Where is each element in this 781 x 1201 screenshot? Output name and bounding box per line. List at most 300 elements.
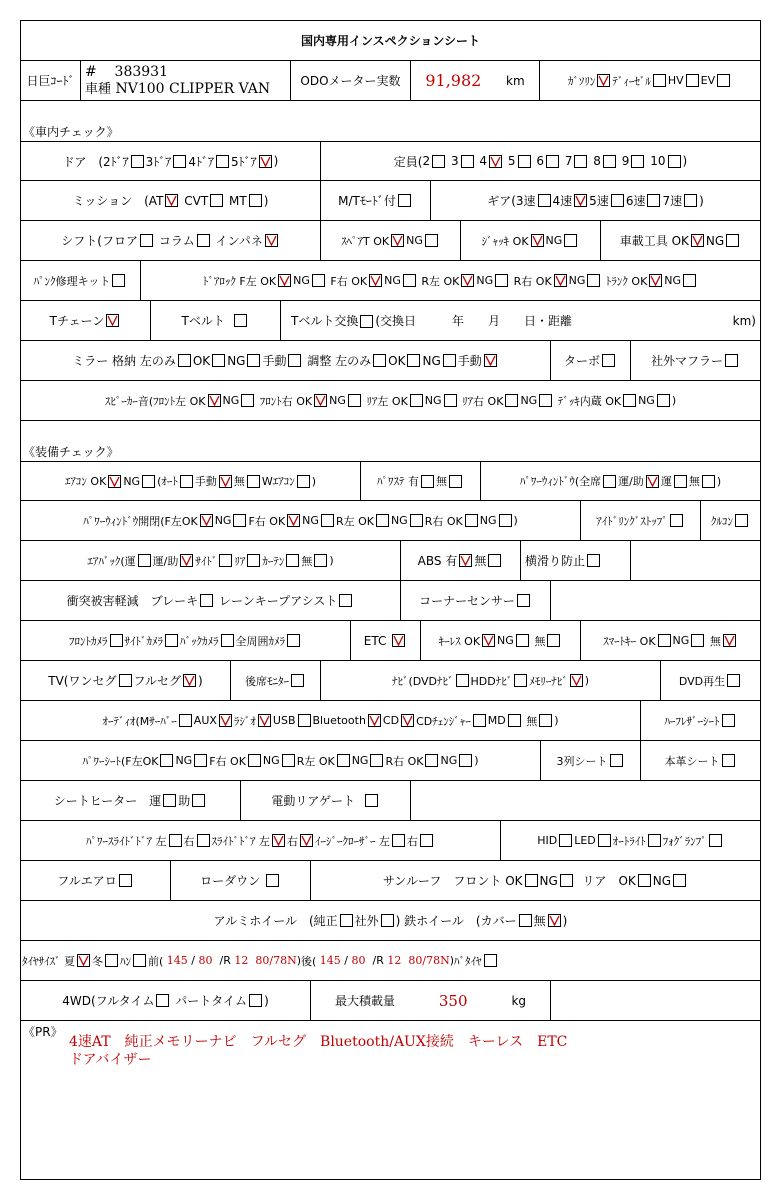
ec-left-label: ｲｰｼﾞｰｸﾛｰｻﾞｰ 左	[315, 834, 390, 848]
tire-rear-slash: /	[344, 954, 349, 967]
pseat-fr-ng-label: NG	[262, 754, 280, 767]
pw-none-checkbox[interactable]	[702, 475, 715, 488]
half-leather-label: ﾊｰﾌﾚｻﾞｰｼｰﾄ	[664, 714, 720, 728]
tire-rear-ratio: 80	[351, 954, 366, 967]
pseat-rl-ok-checkbox[interactable]	[337, 754, 350, 767]
doorlock-fr-ng-checkbox[interactable]	[403, 274, 416, 287]
row3-checkbox[interactable]	[610, 754, 623, 767]
interior-section-row	[21, 101, 760, 141]
header-row	[21, 61, 760, 101]
corner-checkbox[interactable]	[517, 594, 530, 607]
mission-at-checkbox[interactable]	[165, 194, 178, 207]
pw-open-cell	[21, 501, 581, 540]
audio-md-checkbox[interactable]	[508, 714, 521, 727]
mission-cvt-checkbox[interactable]	[210, 194, 223, 207]
mirror-fold-ok-checkbox[interactable]	[212, 354, 225, 367]
max-load-unit: kg	[511, 993, 527, 1008]
back-cam-checkbox[interactable]	[221, 634, 234, 647]
speaker-rr-ng-checkbox[interactable]	[539, 394, 552, 407]
seats-4-label: 4	[479, 154, 488, 168]
drive-full-checkbox[interactable]	[156, 994, 169, 1007]
collision-row	[21, 581, 760, 621]
tbelt-change-checkbox[interactable]	[360, 315, 373, 328]
lowdown-checkbox[interactable]	[266, 874, 279, 887]
spare-ok-checkbox[interactable]	[391, 234, 404, 247]
mirror-adjust-ok-checkbox[interactable]	[407, 354, 420, 367]
pw-all-checkbox[interactable]	[603, 475, 616, 488]
tire-winter-checkbox[interactable]	[105, 954, 118, 967]
pw-none-label: 無	[688, 475, 700, 488]
mt-mode-checkbox[interactable]	[398, 194, 411, 207]
keyless-ok-checkbox[interactable]	[482, 634, 495, 647]
pw-open-fl-label: ﾊﾟﾜｰｳｨﾝﾄﾞｳ開閉(F左OK	[83, 514, 198, 528]
mirror-adjust-ok-label: OK	[388, 353, 406, 368]
gear-close: )	[699, 193, 704, 208]
idling-cell	[581, 501, 701, 540]
aircon-auto-label: (ｵｰﾄ	[157, 475, 178, 488]
steel-none-checkbox[interactable]	[548, 914, 561, 927]
seats-6-checkbox[interactable]	[546, 155, 559, 168]
aircon-w-checkbox[interactable]	[297, 475, 310, 488]
mirror-fold-manual-checkbox[interactable]	[288, 354, 301, 367]
mirror-fold-left-checkbox[interactable]	[178, 354, 191, 367]
turbo-label: ターボ	[563, 354, 600, 368]
gear-cell	[431, 181, 760, 220]
seats-cell	[321, 142, 760, 180]
rear-monitor-label: 後席ﾓﾆﾀｰ	[245, 674, 289, 688]
dvd-cell	[661, 661, 760, 700]
tire-front-slash: /	[191, 954, 196, 967]
autolight-checkbox[interactable]	[648, 834, 661, 847]
front-cam-checkbox[interactable]	[110, 634, 123, 647]
fuel-diesel-checkbox[interactable]	[653, 74, 666, 87]
ec-left-checkbox[interactable]	[392, 834, 405, 847]
doorlock-fl-ng-checkbox[interactable]	[312, 274, 325, 287]
tire-front-close: )	[296, 954, 301, 967]
seats-10-checkbox[interactable]	[668, 155, 681, 168]
pseat-rr-ng-label: NG	[440, 754, 458, 767]
rear-gate-checkbox[interactable]	[365, 794, 378, 807]
airbag-rear-checkbox[interactable]	[247, 554, 260, 567]
sunroof-front-ok-checkbox[interactable]	[525, 874, 538, 887]
audio-usb-label: USB	[272, 714, 296, 727]
sunroof-front-ng-checkbox[interactable]	[560, 874, 573, 887]
tv-fullseg-checkbox[interactable]	[183, 674, 196, 687]
mirror-fold-ng-label: NG	[227, 353, 246, 368]
pw-open-rr-label: R右 OK	[424, 514, 463, 528]
fog-checkbox[interactable]	[709, 834, 722, 847]
audio-cd-checkbox[interactable]	[401, 714, 414, 727]
tbelt-change-cell	[281, 301, 760, 340]
speaker-fr-ok-checkbox[interactable]	[314, 394, 327, 407]
seats-2-checkbox[interactable]	[432, 155, 445, 168]
speaker-deck-ok-checkbox[interactable]	[623, 394, 636, 407]
speaker-fl-ng-checkbox[interactable]	[241, 394, 254, 407]
pw-open-rr-ok-checkbox[interactable]	[465, 514, 478, 527]
seats-4-checkbox[interactable]	[489, 155, 502, 168]
sunroof-rear-ok-checkbox[interactable]	[638, 874, 651, 887]
collision-checkbox[interactable]	[200, 594, 213, 607]
door-row	[21, 141, 760, 181]
tools-ng-label: NG	[705, 233, 725, 248]
tv-fullseg-label: フルセグ	[133, 674, 182, 688]
pw-open-fr-ok-checkbox[interactable]	[287, 514, 300, 527]
etc-label: ETC	[363, 633, 387, 648]
drive-full-label: 4WD(フルタイム	[62, 994, 155, 1008]
muffler-cell	[631, 341, 760, 380]
navi-hdd-label: HDDﾅﾋﾞ	[470, 674, 513, 688]
steel-close: )	[562, 913, 568, 928]
audio-row	[21, 701, 760, 741]
pw-d-checkbox[interactable]	[674, 475, 687, 488]
gear-4-label: 4速	[552, 194, 573, 208]
shift-floor-checkbox[interactable]	[140, 234, 153, 247]
ps-none-label: 無	[436, 475, 447, 488]
gear-6-checkbox[interactable]	[647, 194, 660, 207]
doorlock-fr-ok-checkbox[interactable]	[369, 274, 382, 287]
heater-p-checkbox[interactable]	[192, 794, 205, 807]
idling-checkbox[interactable]	[670, 514, 683, 527]
doorlock-trunk-label: ﾄﾗﾝｸ OK	[605, 274, 648, 288]
fuel-ev-checkbox[interactable]	[717, 74, 730, 87]
aircon-none-checkbox[interactable]	[247, 475, 260, 488]
shift-inpane-label: インパネ	[215, 234, 263, 248]
audio-md-label: MD	[487, 714, 506, 727]
etc-checkbox[interactable]	[392, 634, 405, 647]
audio-cdch-checkbox[interactable]	[473, 714, 486, 727]
tchain-checkbox[interactable]	[106, 314, 119, 327]
gear-6-label: 6速	[625, 194, 646, 208]
speaker-deck-ng-label: NG	[638, 394, 655, 407]
doorlock-rl-label: R左 OK	[421, 274, 460, 288]
smartkey-none-checkbox[interactable]	[723, 634, 736, 647]
puncture-kit-checkbox[interactable]	[112, 274, 125, 287]
speaker-fl-ng-label: NG	[222, 394, 240, 407]
audio-none-checkbox[interactable]	[539, 714, 552, 727]
airbag-dp-checkbox[interactable]	[180, 554, 193, 567]
side-cam-label: ｻｲﾄﾞｶﾒﾗ	[124, 634, 163, 648]
slide-label: 横滑り防止	[525, 554, 586, 568]
aircon-auto-checkbox[interactable]	[180, 475, 193, 488]
camera-row	[21, 621, 760, 661]
speaker-deck-ng-checkbox[interactable]	[657, 394, 670, 407]
seats-3-checkbox[interactable]	[461, 155, 474, 168]
doorlock-trunk-ok-checkbox[interactable]	[649, 274, 662, 287]
pw-open-fr-ng-checkbox[interactable]	[321, 514, 334, 527]
gear-5-label: 5速	[589, 194, 609, 208]
abs-yes-checkbox[interactable]	[459, 554, 472, 567]
equipment-section-label: 《装備チェック》	[23, 445, 119, 459]
turbo-checkbox[interactable]	[602, 354, 615, 367]
mt-mode-cell	[321, 181, 431, 220]
mission-mt-label: MT	[229, 193, 247, 208]
pseat-rr-ng-checkbox[interactable]	[459, 754, 472, 767]
doorlock-fl-ok-checkbox[interactable]	[278, 274, 291, 287]
psd-right-checkbox[interactable]	[197, 834, 210, 847]
pseat-fl-ok-checkbox[interactable]	[160, 754, 173, 767]
led-checkbox[interactable]	[598, 834, 611, 847]
audio-bt-checkbox[interactable]	[368, 714, 381, 727]
mirror-adjust-manual-checkbox[interactable]	[484, 354, 497, 367]
rear-monitor-checkbox[interactable]	[291, 674, 304, 687]
airbag-d-checkbox[interactable]	[138, 554, 151, 567]
aircon-none-label: 無	[233, 475, 245, 488]
door-2-checkbox[interactable]	[131, 155, 144, 168]
muffler-checkbox[interactable]	[725, 354, 738, 367]
seats-5-checkbox[interactable]	[518, 155, 531, 168]
sd-left-checkbox[interactable]	[272, 834, 285, 847]
doorlock-rr-ng-checkbox[interactable]	[587, 274, 600, 287]
shift-inpane-checkbox[interactable]	[265, 234, 278, 247]
tools-ok-checkbox[interactable]	[691, 234, 704, 247]
psd-left-label: ﾊﾟﾜｰｽﾗｲﾄﾞﾄﾞｱ 左	[86, 834, 167, 848]
airbag-curtain-label: ｶｰﾃﾝ	[262, 554, 285, 568]
navi-dvd-checkbox[interactable]	[456, 674, 469, 687]
pw-close: )	[716, 474, 722, 488]
drive-part-checkbox[interactable]	[249, 994, 262, 1007]
odo-value: 91,982	[425, 71, 482, 90]
interior-section-label: 《車内チェック》	[23, 125, 119, 139]
gear-5-checkbox[interactable]	[611, 194, 624, 207]
pseat-fl-ng-checkbox[interactable]	[194, 754, 207, 767]
navi-close: )	[584, 674, 590, 687]
navi-hdd-checkbox[interactable]	[514, 674, 527, 687]
mirror-adjust-manual-label: 手動	[457, 354, 482, 368]
speaker-close: )	[671, 394, 677, 407]
side-cam-checkbox[interactable]	[165, 634, 178, 647]
mirror-adjust-ng-checkbox[interactable]	[443, 354, 456, 367]
aircon-ok-checkbox[interactable]	[108, 475, 121, 488]
mission-row	[21, 181, 760, 221]
jack-ng-checkbox[interactable]	[564, 234, 577, 247]
mirror-adjust-left-checkbox[interactable]	[373, 354, 386, 367]
tv-cell	[21, 661, 231, 700]
doorlock-trunk-ng-label: NG	[664, 274, 682, 287]
abs-none-label: 無	[474, 554, 487, 568]
audio-usb-checkbox[interactable]	[298, 714, 311, 727]
gear-4-checkbox[interactable]	[574, 194, 587, 207]
alumi-genuine-label: アルミホイール (純正	[213, 914, 338, 928]
pw-open-rr-ng-checkbox[interactable]	[499, 514, 512, 527]
smartkey-ok-checkbox[interactable]	[658, 634, 671, 647]
pw-dp-checkbox[interactable]	[646, 475, 659, 488]
speaker-rl-ok-checkbox[interactable]	[410, 394, 423, 407]
audio-aux-checkbox[interactable]	[219, 714, 232, 727]
pw-open-rl-label: R左 OK	[335, 514, 374, 528]
tools-ok-label: 車載工具 OK	[619, 234, 689, 248]
doorlock-trunk-ng-checkbox[interactable]	[683, 274, 696, 287]
seats-close: )	[682, 154, 688, 168]
seats-7-checkbox[interactable]	[574, 155, 587, 168]
pw-open-rl-ok-checkbox[interactable]	[376, 514, 389, 527]
spare-cell	[321, 221, 461, 260]
sheet-title: 国内専用インスペクションシート	[300, 34, 481, 48]
mission-mt-checkbox[interactable]	[249, 194, 262, 207]
smartkey-ng-checkbox[interactable]	[691, 634, 704, 647]
camera-cell	[21, 621, 351, 660]
autolight-label: ｵｰﾄﾗｲﾄ	[612, 834, 646, 848]
dvd-checkbox[interactable]	[727, 674, 740, 687]
tv-close: )	[198, 673, 203, 688]
keyless-ng-checkbox[interactable]	[516, 634, 529, 647]
pw-open-fl-ng-label: NG	[214, 514, 232, 527]
speaker-row	[21, 381, 760, 421]
mirror-fold-ng-checkbox[interactable]	[247, 354, 260, 367]
abs-none-checkbox[interactable]	[488, 554, 501, 567]
doorlock-rl-ng-checkbox[interactable]	[495, 274, 508, 287]
title-row	[21, 21, 760, 61]
smartkey-ok-label: ｽﾏｰﾄｷｰ OK	[603, 634, 656, 648]
pw-open-fr-label: F右 OK	[248, 514, 286, 528]
door-4-checkbox[interactable]	[216, 155, 229, 168]
pseat-close: )	[474, 754, 479, 767]
drive-row	[21, 981, 760, 1021]
seats-9-label: 9	[621, 154, 630, 168]
ec-right-checkbox[interactable]	[420, 834, 433, 847]
pw-d-label: 運	[660, 475, 672, 488]
seats-2-label: 2	[422, 154, 431, 168]
tire-rear-load: 80/78N	[408, 954, 450, 967]
pw-open-rl-ng-checkbox[interactable]	[410, 514, 423, 527]
lowdown-cell	[171, 861, 311, 900]
ps-yes-checkbox[interactable]	[421, 475, 434, 488]
seats-8-checkbox[interactable]	[603, 155, 616, 168]
gear-3-checkbox[interactable]	[538, 194, 551, 207]
pseat-rr-ok-checkbox[interactable]	[425, 754, 438, 767]
tools-ng-checkbox[interactable]	[726, 234, 739, 247]
steel-cover-checkbox[interactable]	[519, 914, 532, 927]
half-leather-checkbox[interactable]	[722, 714, 735, 727]
shift-column-checkbox[interactable]	[197, 234, 210, 247]
aircon-ng-checkbox[interactable]	[142, 475, 155, 488]
speaker-rr-ok-checkbox[interactable]	[505, 394, 518, 407]
fuel-diesel-label: ﾃﾞｨｰｾﾞﾙ	[612, 74, 651, 88]
doorlock-rl-ok-checkbox[interactable]	[461, 274, 474, 287]
sunroof-rear-ng-checkbox[interactable]	[673, 874, 686, 887]
audio-radio-checkbox[interactable]	[258, 714, 271, 727]
pw-open-fl-ok-checkbox[interactable]	[200, 514, 213, 527]
pseat-fr-ok-checkbox[interactable]	[248, 754, 261, 767]
speaker-rr-label: ﾘｱ右 OK	[462, 394, 504, 408]
half-leather-cell	[641, 701, 760, 740]
smartkey-ng-label: NG	[672, 634, 690, 647]
aero-label: フルエアロ	[57, 874, 117, 888]
audio-bt-label: Bluetooth	[312, 714, 366, 727]
door-3-checkbox[interactable]	[173, 155, 186, 168]
tire-rear-rim: 12	[387, 954, 402, 967]
aircon-manual-checkbox[interactable]	[219, 475, 232, 488]
ps-none-checkbox[interactable]	[449, 475, 462, 488]
aero-checkbox[interactable]	[119, 874, 132, 887]
speaker-rl-ng-checkbox[interactable]	[444, 394, 457, 407]
airbag-none-checkbox[interactable]	[314, 554, 327, 567]
mirror-fold-ok-label: OK	[192, 353, 211, 368]
around-cam-checkbox[interactable]	[287, 634, 300, 647]
psd-left-checkbox[interactable]	[169, 834, 182, 847]
sd-right-checkbox[interactable]	[300, 834, 313, 847]
tv-oneseg-checkbox[interactable]	[119, 674, 132, 687]
wheel-row	[21, 901, 760, 941]
tire-summer-checkbox[interactable]	[77, 954, 90, 967]
alumi-aftermarket-label: 社外	[354, 914, 379, 928]
spare-ok-label: ｽﾍﾟｱT OK	[341, 234, 390, 248]
doorlock-rr-ok-checkbox[interactable]	[554, 274, 567, 287]
steel-cover-label: 鉄ホイール (カバー	[404, 914, 517, 928]
fuel-hv-checkbox[interactable]	[686, 74, 699, 87]
heater-d-checkbox[interactable]	[163, 794, 176, 807]
speaker-fr-ng-checkbox[interactable]	[348, 394, 361, 407]
heater-row	[21, 781, 760, 821]
navi-cell	[321, 661, 661, 700]
leather-label: 本革シート	[664, 754, 720, 768]
heater-d-label: シートヒーター 運	[53, 794, 162, 808]
tire-studless-checkbox[interactable]	[484, 954, 497, 967]
audio-mserver-checkbox[interactable]	[179, 714, 192, 727]
hid-checkbox[interactable]	[559, 834, 572, 847]
jack-ok-checkbox[interactable]	[531, 234, 544, 247]
alumi-genuine-checkbox[interactable]	[340, 914, 353, 927]
aircon-cell	[21, 462, 361, 500]
smartkey-cell	[581, 621, 760, 660]
door-5-checkbox[interactable]	[259, 155, 272, 168]
pseat-rr-label: R右 OK	[385, 754, 424, 768]
keyless-none-checkbox[interactable]	[547, 634, 560, 647]
pr-line-2: ドアバイザー	[69, 1052, 152, 1068]
sunroof-cell	[311, 861, 760, 900]
fuel-gasoline-checkbox[interactable]	[597, 74, 610, 87]
pw-open-fl-ng-checkbox[interactable]	[233, 514, 246, 527]
speaker-fl-ok-checkbox[interactable]	[208, 394, 221, 407]
heater-p-label: 助	[178, 794, 191, 808]
speaker-fr-label: ﾌﾛﾝﾄ右 OK	[259, 394, 313, 408]
odo-cell	[411, 61, 540, 100]
seats-9-checkbox[interactable]	[631, 155, 644, 168]
ec-right-label: 右	[407, 834, 418, 848]
tire-han-checkbox[interactable]	[133, 954, 146, 967]
speaker-rr-ng-label: NG	[520, 394, 538, 407]
pseat-rl-ng-checkbox[interactable]	[370, 754, 383, 767]
power-seat-cell	[21, 741, 541, 780]
pseat-fr-ng-checkbox[interactable]	[282, 754, 295, 767]
cruise-checkbox[interactable]	[735, 514, 748, 527]
heater-cell	[21, 781, 241, 820]
airbag-side-checkbox[interactable]	[219, 554, 232, 567]
lane-checkbox[interactable]	[339, 594, 352, 607]
pseat-fl-ng-label: NG	[175, 754, 193, 767]
navi-memory-checkbox[interactable]	[570, 674, 583, 687]
doorlock-fr-ng-label: NG	[384, 274, 401, 287]
alumi-aftermarket-checkbox[interactable]	[381, 914, 394, 927]
mission-cvt-label: CVT	[184, 193, 209, 208]
speaker-rl-ng-label: NG	[424, 394, 442, 407]
tchain-cell	[21, 301, 151, 340]
tire-front-r: /R	[219, 954, 231, 967]
tire-rear-label: 後(	[301, 954, 317, 968]
leather-checkbox[interactable]	[722, 754, 735, 767]
airbag-dp-label: 運/助	[152, 554, 179, 568]
mirror-fold-manual-label: 手動	[262, 354, 287, 368]
tbelt-checkbox[interactable]	[234, 314, 247, 327]
aircon-ok-label: ｴｱｺﾝ OK	[64, 475, 107, 488]
slide-checkbox[interactable]	[587, 554, 600, 567]
gear-7-checkbox[interactable]	[684, 194, 697, 207]
audio-radio-label: ﾗｼﾞｵ	[233, 714, 256, 728]
abs-yes-label: ABS 有	[417, 554, 458, 568]
turbo-cell	[551, 341, 631, 380]
spare-ng-checkbox[interactable]	[425, 234, 438, 247]
airbag-curtain-checkbox[interactable]	[286, 554, 299, 567]
gear-3-label: ギア(3速	[487, 194, 536, 208]
